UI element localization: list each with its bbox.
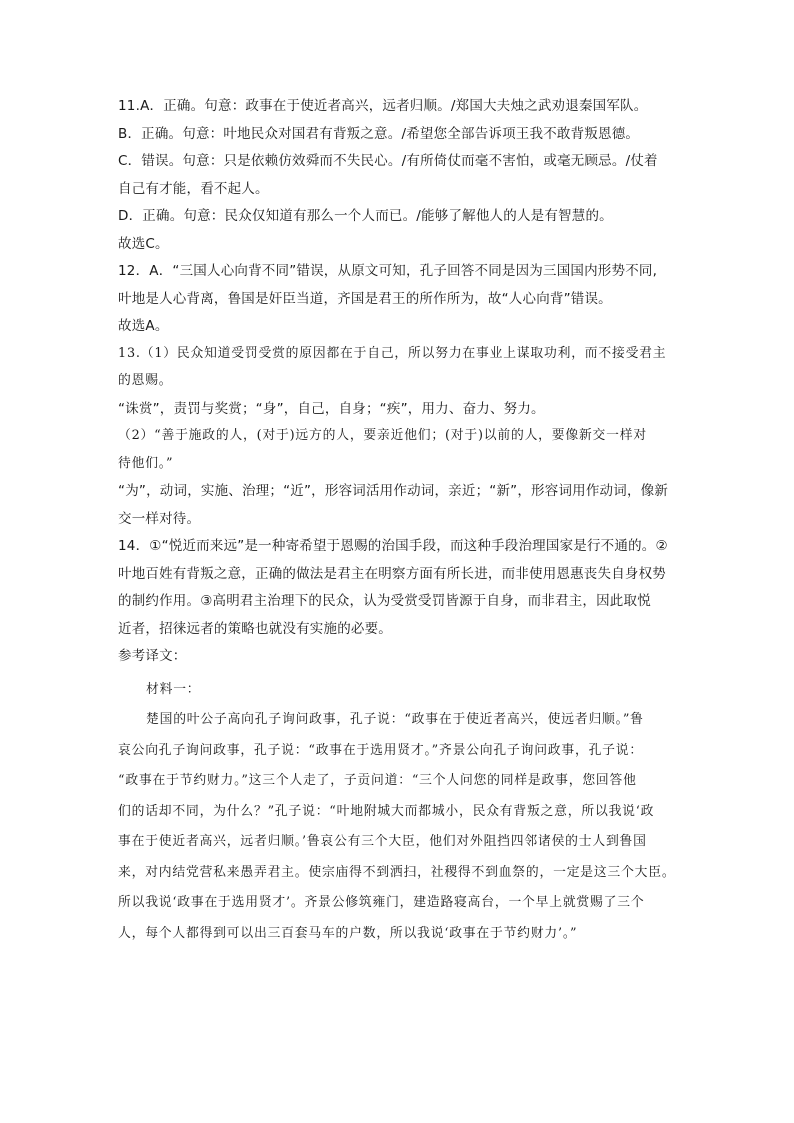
translation-line: 楚国的叶公子高向孔子询问政事，孔子说：“政事在于使近者高兴，使远者归顺。”鲁 xyxy=(146,712,644,727)
q13-part1-line2: 的恩赐。 xyxy=(118,373,173,388)
document-page xyxy=(118,94,678,949)
translation-line: 们的话却不同，为什么？”孔子说：“叶地附城大而都城小，民众有背叛之意，所以我说‘政 xyxy=(118,803,655,819)
translation-material-label: 材料一： xyxy=(146,681,201,697)
q12-line2: 叶地是人心背离，鲁国是奸臣当道，齐国是君王的所作所为，故“人心向背”错误。 xyxy=(118,290,612,307)
translation-line: 人，每个人都得到可以出三百套马车的户数，所以我说‘政事在于节约财力’。” xyxy=(118,925,578,941)
q13-part1-note: “诛赏”，责罚与奖赏；“身”，自己，自身；“疾”，用力、奋力、努力。 xyxy=(118,400,545,417)
q14-line4: 近者，招徕远者的策略也就没有实施的必要。 xyxy=(118,620,392,637)
q14-line1: 14．①“悦近而来远”是一种寄希望于恩赐的治国手段，而这种手段治理国家是行不通的。② xyxy=(118,538,668,554)
question-14 xyxy=(118,534,678,641)
q13-part2-line1: （2）“善于施政的人，(对于)远方的人，要亲近他们；(对于)以前的人，要像新交一样对 xyxy=(118,428,647,443)
translation-line: “政事在于节约财力。”这三个人走了，子贡问道：“三个人问您的同样是政事，您回答他 xyxy=(118,773,637,788)
q11-answer: 故选C。 xyxy=(118,235,169,252)
q12-answer: 故选A。 xyxy=(118,318,169,334)
question-11 xyxy=(118,94,678,256)
q11-option-b: B．正确。句意：叶地民众对国君有背叛之意。/希望您全部告诉项王我不敢背叛恩德。 xyxy=(118,125,640,142)
q13-part1-line1: 13.（1）民众知道受罚受赏的原因都在于自己，所以努力在事业上谋取功利，而不接受君主 xyxy=(118,345,667,361)
q13-part2-line2: 待他们。” xyxy=(118,455,174,471)
translation-line: 哀公向孔子询问政事，孔子说：“政事在于选用贤才。”齐景公向孔子询问政事，孔子说： xyxy=(118,742,643,758)
q13-part2-note-line1: “为”，动词，实施、治理；“近”，形容词活用作动词，亲近；“新”，形容词用作动词，像新 xyxy=(118,483,669,499)
q12-line1: 12．A．“三国人心向背不同”错误，从原文可知，孔子回答不同是因为三国国内形势不同, xyxy=(118,263,658,279)
question-12 xyxy=(118,259,678,339)
q14-line2: 叶地百姓有背叛之意，正确的做法是君主在明察方面有所长进，而非使用恩惠丧失自身权势 xyxy=(118,565,666,582)
translation-body xyxy=(118,675,678,950)
question-13 xyxy=(118,342,678,532)
q13-part2-note-line2: 交一样对待。 xyxy=(118,510,201,527)
translation-line: 所以我说‘政事在于选用贤才’。齐景公修筑雍门，建造路寝高台，一个早上就赏赐了三个 xyxy=(118,895,645,910)
q14-line3: 的制约作用。③高明君主治理下的民众，认为受赏受罚皆源于自身，而非君主，因此取悦 xyxy=(118,593,651,609)
q11-option-c-line2: 自己有才能，看不起人。 xyxy=(118,180,269,197)
q11-option-c-line1: C．错误。句意：只是依赖仿效舜而不失民心。/有所倚仗而毫不害怕，或毫无顾忌。/仗着 xyxy=(118,153,658,169)
translation-line: 事在于使近者高兴，远者归顺。’鲁哀公有三个大臣，他们对外阻挡四邻诸侯的士人到鲁国 xyxy=(118,834,647,849)
q11-option-d: D．正确。句意：民众仅知道有那么一个人而已。/能够了解他人的人是有智慧的。 xyxy=(118,208,613,224)
translation-heading: 参考译文： xyxy=(118,648,187,664)
q11-option-a: 11.A．正确。句意：政事在于使近者高兴，远者归顺。/郑国大夫烛之武劝退秦国军队。 xyxy=(118,98,648,114)
translation-line: 来，对内结党营私来愚弄君主。使宗庙得不到洒扫，社稷得不到血祭的，一定是这三个大臣。 xyxy=(118,864,676,880)
